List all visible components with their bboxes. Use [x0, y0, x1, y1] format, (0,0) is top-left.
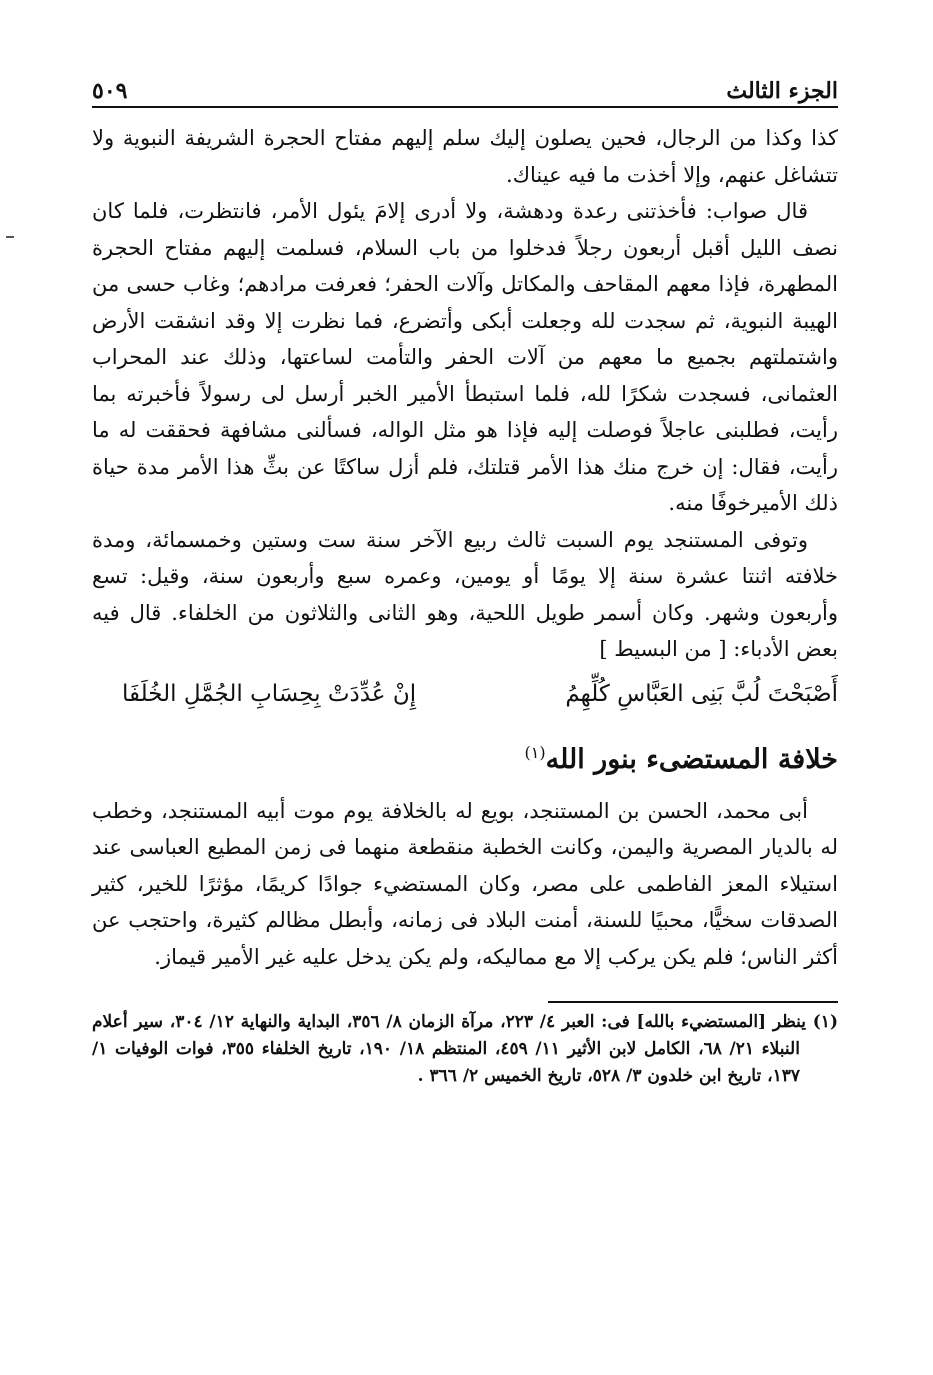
footnote-marker: (١)	[524, 742, 546, 762]
poem-hemistich-second: إِنْ عُدِّدَتْ بِحِسَابِ الجُمَّلِ الخُلَفَا	[122, 680, 417, 707]
running-title: الجزء الثالث	[726, 78, 838, 104]
poem-verse	[92, 672, 838, 716]
book-page	[92, 52, 838, 1090]
footnote: (١) ينظر [المستضيء بالله] فى: العبر ٤/ ٢٢٣، مرآة الزمان ٨/ ٣٥٦، البداية والنهاية ١٢/ ٣٠٤، سير أعلام النبلاء ٢١/ ٦٨، الكامل لابن الأثير ١١/ ٤٥٩، المنتظم ١٨/ ١٩٠، تاريخ الخلفاء ٣٥٥، فوات الوفيات ١/ ١٣٧، تاريخ ابن خلدون ٣/ ٥٢٨، تاريخ الخميس ٢/ ٣٦٦ .	[92, 1012, 838, 1086]
margin-mark	[6, 236, 14, 238]
paragraph: أبى محمد، الحسن بن المستنجد، بويع له بالخلافة يوم موت أبيه المستنجد، وخطب له بالديار المصرية واليمن، وكانت الخطبة منقطعة منهما فى زمن المطيع العباسى عند استيلاء المعز الفاطمى على مصر، وكان المستضيء جوادًا كريمًا، مؤثرًا للخير، كثير الصدقات سخيًّا، محبيًا للسنة، أمنت البلاد فى زمانه، وأبطل مظالم كثيرة، واحتجب عن أكثر الناس؛ فلم يكن يركب إلا مع مماليكه، ولم يكن يدخل عليه غير الأمير قيماز.	[92, 798, 838, 969]
section-heading-text: خلافة المستضىء بنور الله	[545, 743, 838, 775]
poem-hemistich-first: أَصْبَحْتَ لُبَّ بَنِى العَبَّاسِ كُلِّهِمُ	[565, 680, 838, 707]
running-header	[92, 52, 838, 108]
footnote-divider	[548, 1001, 838, 1003]
section-heading	[92, 728, 838, 785]
paragraph: وتوفى المستنجد يوم السبت ثالث ربيع الآخر سنة ست وستين وخمسمائة، ومدة خلافته اثنتا عشرة سنة إلا يومًا أو يومين، وعمره سبع وأربعون سنة، وقيل: تسع وأربعون وشهر. وكان أسمر طويل اللحية، وهو الثانى والثلاثون من الخلفاء. قال فيه بعض الأدباء: [ من البسيط ]	[92, 527, 838, 661]
footnotes	[92, 1009, 838, 1090]
paragraph: قال صواب: فأخذتنى رعدة ودهشة، ولا أدرى إلامَ يئول الأمر، فانتظرت، فلما كان نصف الليل أقبل أربعون رجلاً فدخلوا من باب السلام، فسلمت إليهم مفتاح الحجرة المطهرة، فإذا معهم المقاحف والمكاتل وآلات الحفر؛ فعرفت مرادهم؛ وغاب حسى من الهيبة النبوية، ثم سجدت لله وجعلت أبكى وأتضرع، فما نظرت إلا وقد انشقت الأرض واشتملتهم بجميع ما معهم من آلات الحفر والتأمت لساعتها، وذلك عند المحراب العثمانى، فسجدت شكرًا لله، فلما استبطأ الأمير الخبر أرسل لى رسولاً فأخبرته بما رأيت، فطلبنى عاجلاً فوصلت إليه فإذا هو مثل الواله، فسألنى مشافهة فحققت له ما رأيت، فقال: إن خرج منك هذا الأمر قتلتك، فلم أزل ساكتًا عن بثِّ هذا الأمر مدة حياة ذلك الأميرخوفًا منه.	[92, 199, 838, 515]
page-number: ٥٠٩	[92, 78, 128, 104]
main-text	[92, 120, 838, 975]
paragraph: كذا وكذا من الرجال، فحين يصلون إليك سلم إليهم مفتاح الحجرة الشريفة النبوية ولا تتشاغل عنهم، وإلا أخذت ما فيه عيناك.	[92, 126, 838, 187]
